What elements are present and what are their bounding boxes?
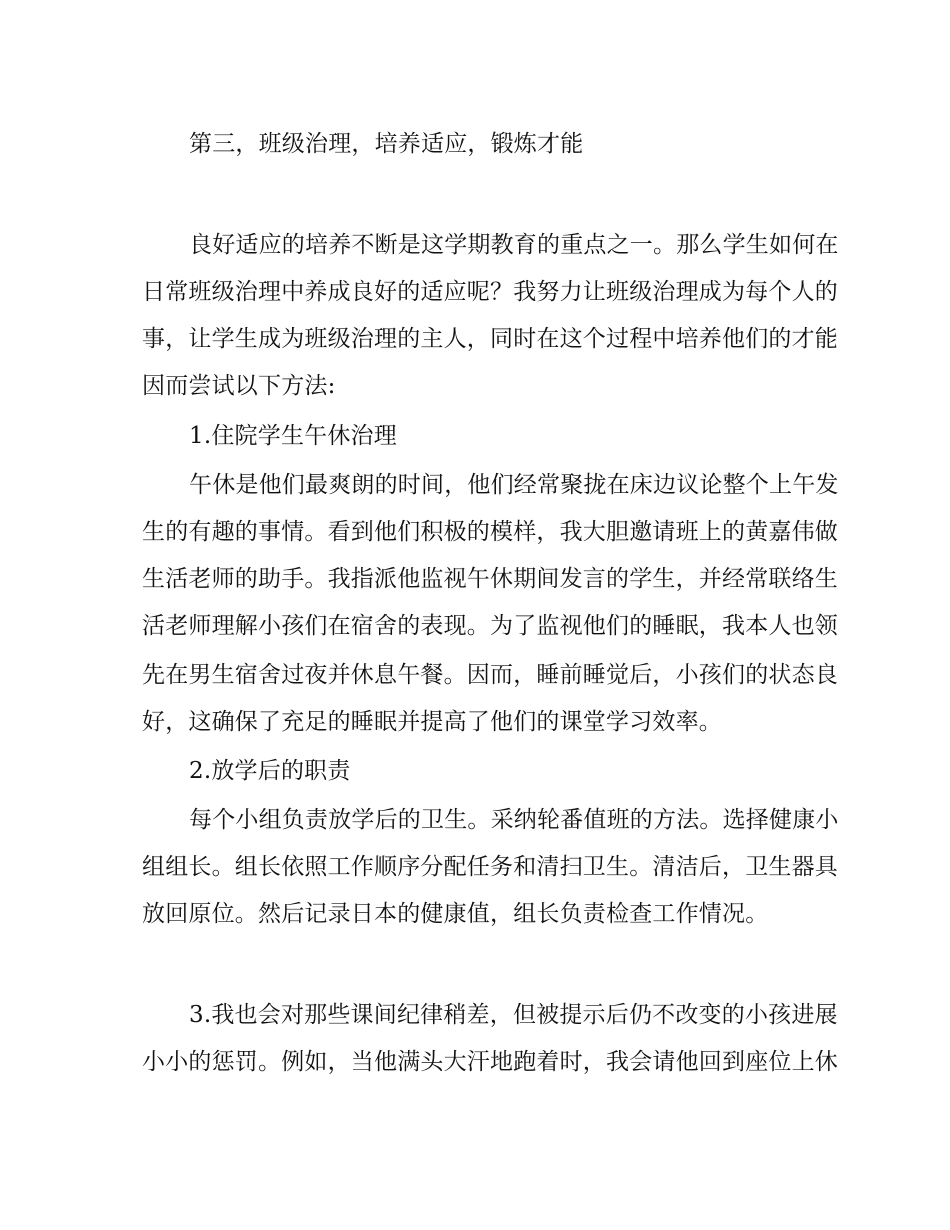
item1-line-1: 午休是他们最爽朗的时间，他们经常聚拢在床边议论整个上午发 — [189, 472, 839, 498]
section-heading: 第三，班级治理，培养适应，锻炼才能 — [189, 131, 584, 157]
item1-line-2: 生的有趣的事情。看到他们积极的模样，我大胆邀请班上的黄嘉伟做 — [142, 519, 838, 545]
item1-line-6: 好，这确保了充足的睡眠并提高了他们的课堂学习效率。 — [142, 709, 722, 735]
item2-line-2: 组组长。组长依照工作顺序分配任务和清扫卫生。清洁后，卫生器具 — [142, 854, 838, 880]
item1-heading: 1.住院学生午休治理 — [189, 423, 397, 449]
intro-line-3: 事，让学生成为班级治理的主人，同时在这个过程中培养他们的才能 — [142, 326, 838, 352]
item1-line-3: 生活老师的助手。我指派他监视午休期间发言的学生，并经常联络生 — [142, 566, 838, 592]
intro-line-1: 良好适应的培养不断是这学期教育的重点之一。那么学生如何在 — [189, 232, 839, 258]
item1-line-5: 先在男生宿舍过夜并休息午餐。因而，睡前睡觉后，小孩们的状态良 — [142, 662, 838, 688]
item2-heading: 2.放学后的职责 — [189, 758, 351, 784]
item1-line-4: 活老师理解小孩们在宿舍的表现。为了监视他们的睡眠，我本人也领 — [142, 613, 838, 639]
item3-line-1: 3.我也会对那些课间纪律稍差，但被提示后仍不改变的小孩进展 — [189, 1002, 838, 1028]
item2-line-1: 每个小组负责放学后的卫生。采纳轮番值班的方法。选择健康小 — [189, 807, 839, 833]
item3-line-2: 小小的惩罚。例如，当他满头大汗地跑着时，我会请他回到座位上休 — [142, 1049, 838, 1075]
intro-line-4: 因而尝试以下方法: — [142, 373, 336, 399]
item2-line-3: 放回原位。然后记录日本的健康值，组长负责检查工作情况。 — [142, 901, 769, 927]
intro-line-2: 日常班级治理中养成良好的适应呢？我努力让班级治理成为每个人的 — [142, 279, 838, 305]
